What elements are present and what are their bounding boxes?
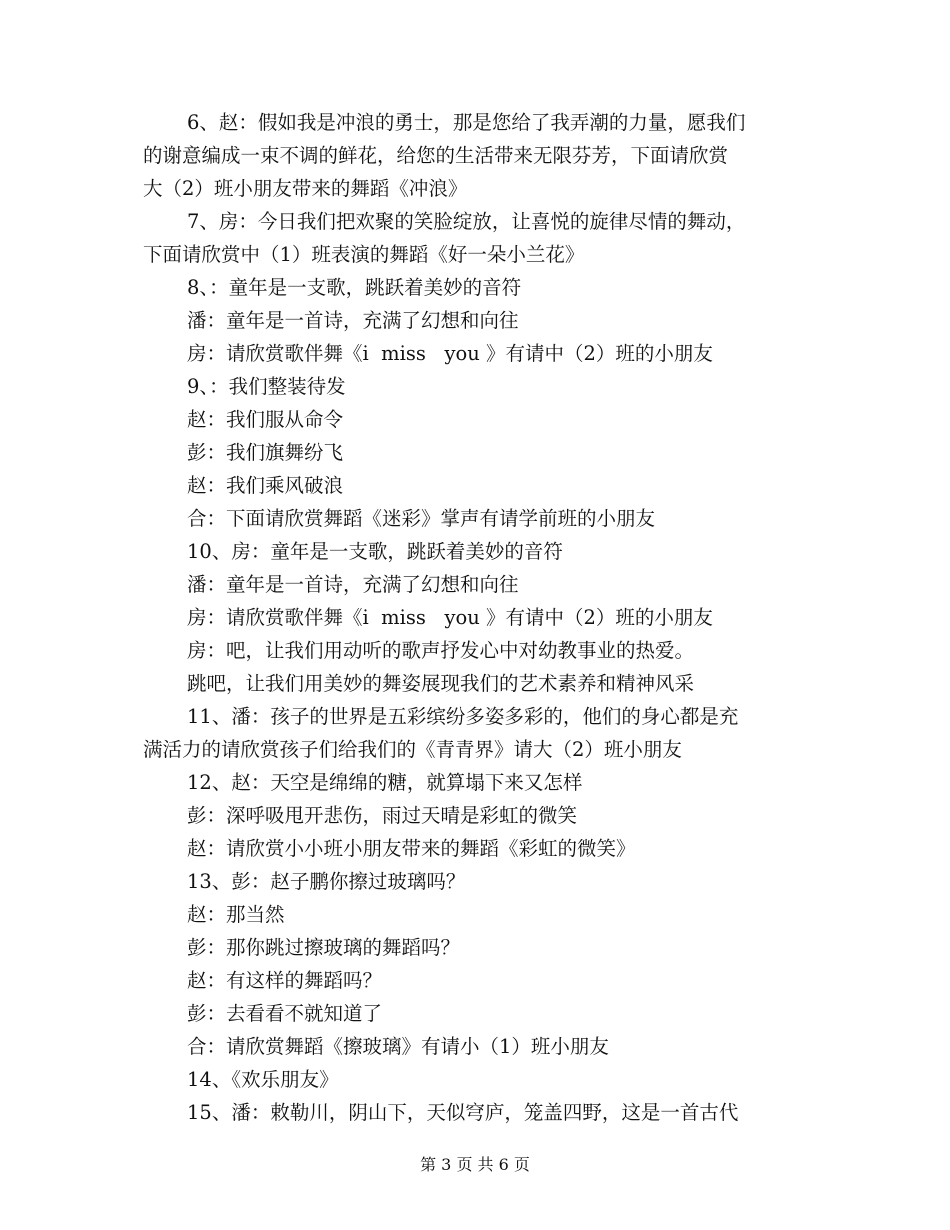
text-line: 10、房：童年是一支歌，跳跃着美妙的音符 <box>187 540 563 563</box>
text-line: 赵：我们乘风破浪 <box>187 474 344 497</box>
text-line: 赵：那当然 <box>187 903 285 926</box>
text-line: 9、：我们整装待发 <box>187 375 346 398</box>
text-line: 8、：童年是一支歌，跳跃着美妙的音符 <box>187 276 522 299</box>
text-line: 潘：童年是一首诗，充满了幻想和向往 <box>187 573 519 596</box>
text-line: 彭：去看看不就知道了 <box>187 1002 383 1025</box>
text-line: 15、潘：敕勒川，阴山下，天似穹庐，笼盖四野，这是一首古代 <box>187 1101 739 1124</box>
text-line: 12、赵：天空是绵绵的糖，就算塌下来又怎样 <box>187 771 583 794</box>
text-line: 13、彭：赵子鹏你擦过玻璃吗？ <box>187 870 466 893</box>
text-line: 房：吧，让我们用动听的歌声抒发心中对幼教事业的热爱。 <box>187 639 695 662</box>
text-line: 14、《欢乐朋友》 <box>187 1068 339 1091</box>
text-line: 下面请欣赏中（1）班表演的舞蹈《好一朵小兰花》 <box>143 243 585 266</box>
text-line: 房：请欣赏歌伴舞《i miss you 》有请中（2）班的小朋友 <box>187 342 713 365</box>
text-line: 赵：我们服从命令 <box>187 408 344 431</box>
text-line: 潘：童年是一首诗，充满了幻想和向往 <box>187 309 519 332</box>
text-line: 赵：有这样的舞蹈吗？ <box>187 969 383 992</box>
text-line: 7、房：今日我们把欢聚的笑脸绽放，让喜悦的旋律尽情的舞动， <box>187 210 746 233</box>
page-number-footer: 第 3 页 共 6 页 <box>420 1155 530 1174</box>
text-line: 彭：那你跳过擦玻璃的舞蹈吗？ <box>187 936 461 959</box>
text-line: 合：下面请欣赏舞蹈《迷彩》掌声有请学前班的小朋友 <box>187 507 656 530</box>
text-line: 房：请欣赏歌伴舞《i miss you 》有请中（2）班的小朋友 <box>187 606 713 629</box>
text-line: 跳吧，让我们用美妙的舞姿展现我们的艺术素养和精神风采 <box>187 672 695 695</box>
text-line: 大（2）班小朋友带来的舞蹈《冲浪》 <box>143 177 468 200</box>
text-line: 的谢意编成一束不调的鲜花，给您的生活带来无限芬芳，下面请欣赏 <box>143 144 729 167</box>
text-line: 11、潘：孩子的世界是五彩缤纷多姿多彩的，他们的身心都是充 <box>187 705 739 728</box>
text-line: 彭：深呼吸甩开悲伤，雨过天晴是彩虹的微笑 <box>187 804 578 827</box>
text-line: 6、赵：假如我是冲浪的勇士，那是您给了我弄潮的力量，愿我们 <box>187 111 746 134</box>
text-line: 赵：请欣赏小小班小朋友带来的舞蹈《彩虹的微笑》 <box>187 837 636 860</box>
document-body <box>143 106 808 1129</box>
text-line: 合：请欣赏舞蹈《擦玻璃》有请小（1）班小朋友 <box>187 1035 609 1058</box>
text-line: 彭：我们旗舞纷飞 <box>187 441 344 464</box>
text-line: 满活力的请欣赏孩子们给我们的《青青界》请大（2）班小朋友 <box>143 738 682 761</box>
